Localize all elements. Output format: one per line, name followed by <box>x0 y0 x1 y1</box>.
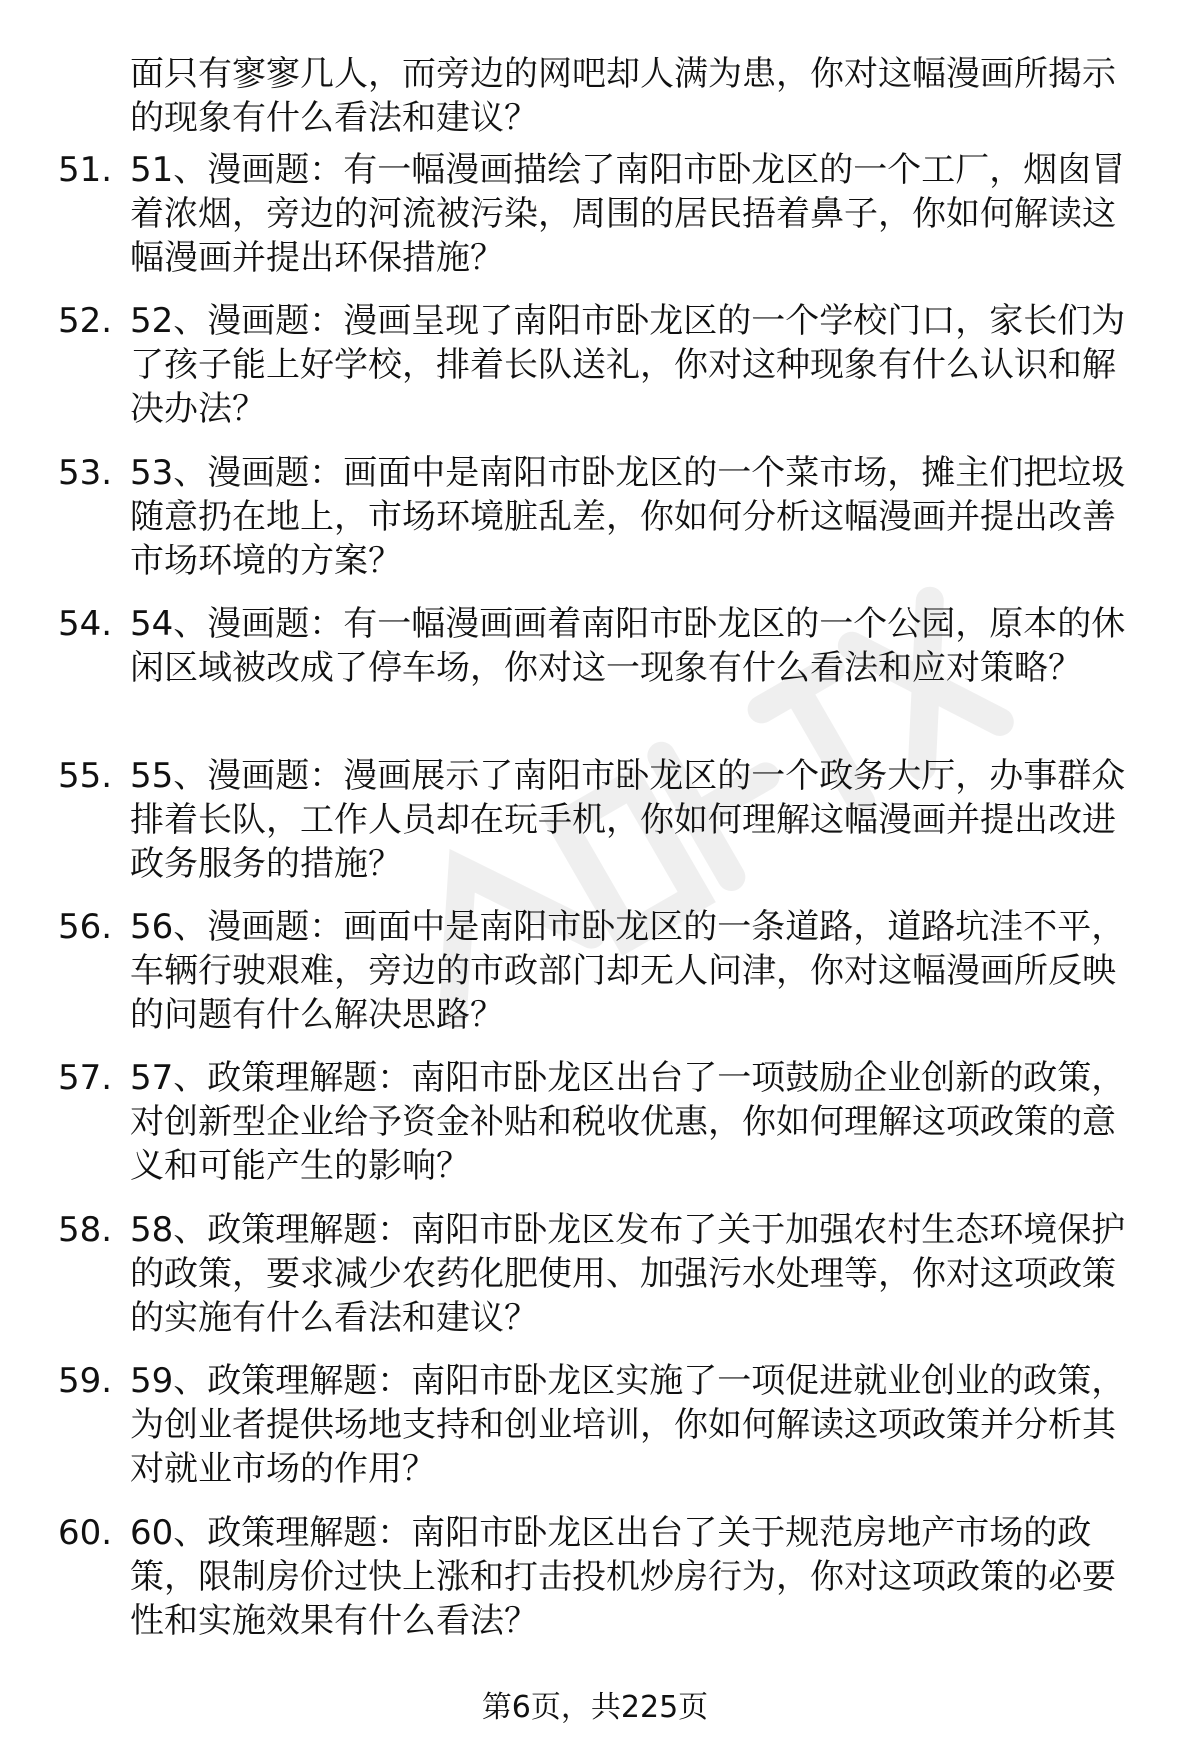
question-number: 54. <box>58 604 113 645</box>
question-item <box>0 451 1190 602</box>
question-number: 52. <box>58 301 113 342</box>
question-item <box>0 1511 1190 1662</box>
question-number: 58. <box>58 1209 113 1250</box>
question-item <box>0 1208 1190 1359</box>
question-item <box>0 299 1190 450</box>
question-item <box>0 1359 1190 1510</box>
question-list <box>0 148 1190 1662</box>
question-text: 58、政策理解题：南阳市卧龙区发布了关于加强农村生态环境保护的政策，要求减少农药化肥使用、加强污水处理等，你对这项政策的实施有什么看法和建议？ <box>130 1209 1126 1338</box>
question-item <box>0 1056 1190 1207</box>
question-text: 52、漫画题：漫画呈现了南阳市卧龙区的一个学校门口，家长们为了孩子能上好学校，排着长队送礼，你对这种现象有什么认识和解决办法？ <box>130 301 1126 430</box>
continued-question-text: 面只有寥寥几人，而旁边的网吧却人满为患，你对这幅漫画所揭示的现象有什么看法和建议？ <box>130 54 1116 138</box>
question-text: 60、政策理解题：南阳市卧龙区出台了关于规范房地产市场的政策，限制房价过快上涨和打击投机炒房行为，你对这项政策的必要性和实施效果有什么看法？ <box>130 1512 1116 1641</box>
question-number: 51. <box>58 150 113 190</box>
question-number: 55. <box>58 755 113 796</box>
question-item <box>0 148 1190 299</box>
question-text: 57、政策理解题：南阳市卧龙区出台了一项鼓励企业创新的政策，对创新型企业给予资金补贴和税收优惠，你如何理解这项政策的意义和可能产生的影响？ <box>130 1058 1126 1187</box>
question-text: 55、漫画题：漫画展示了南阳市卧龙区的一个政务大厅，办事群众排着长队，工作人员却在玩手机，你如何理解这幅漫画并提出改进政务服务的措施？ <box>130 755 1126 884</box>
question-text: 56、漫画题：画面中是南阳市卧龙区的一条道路，道路坑洼不平，车辆行驶艰难，旁边的市政部门却无人问津，你对这幅漫画所反映的问题有什么解决思路？ <box>130 906 1126 1035</box>
page-number-footer: 第6页，共225页 <box>481 1690 709 1725</box>
question-item <box>0 754 1190 905</box>
question-text: 51、漫画题：有一幅漫画描绘了南阳市卧龙区的一个工厂，烟囱冒着浓烟，旁边的河流被污染，周围的居民捂着鼻子，你如何解读这幅漫画并提出环保措施？ <box>130 150 1126 278</box>
question-number: 57. <box>58 1058 113 1099</box>
question-text: 59、政策理解题：南阳市卧龙区实施了一项促进就业创业的政策，为创业者提供场地支持和创业培训，你如何解读这项政策并分析其对就业市场的作用？ <box>130 1361 1126 1490</box>
question-number: 53. <box>58 452 113 493</box>
question-text: 53、漫画题：画面中是南阳市卧龙区的一个菜市场，摊主们把垃圾随意扔在地上，市场环境脏乱差，你如何分析这幅漫画并提出改善市场环境的方案？ <box>130 452 1126 581</box>
question-text: 54、漫画题：有一幅漫画画着南阳市卧龙区的一个公园，原本的休闲区域被改成了停车场，你对这一现象有什么看法和应对策略？ <box>130 604 1126 689</box>
question-number: 59. <box>58 1361 113 1402</box>
question-number: 60. <box>58 1512 113 1553</box>
question-item <box>0 602 1190 753</box>
question-item <box>0 905 1190 1056</box>
question-number: 56. <box>58 906 113 947</box>
